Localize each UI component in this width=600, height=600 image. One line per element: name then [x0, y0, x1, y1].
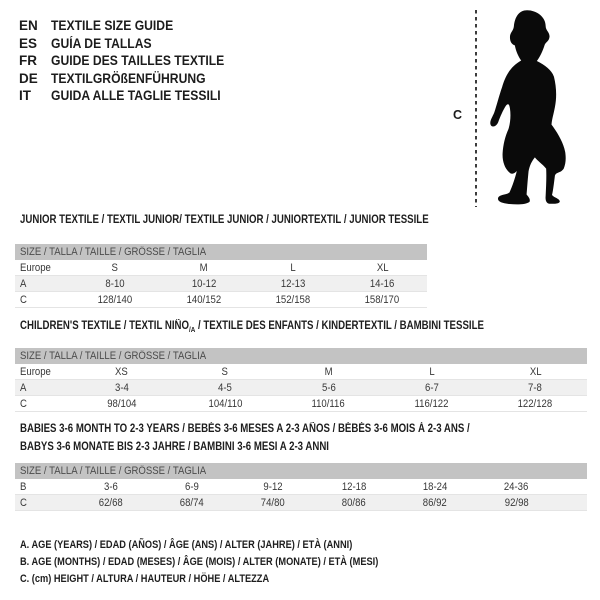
value-cell: 18-24: [423, 481, 448, 493]
lang-row-es: [19, 35, 244, 53]
lang-title: TEXTILE SIZE GUIDE: [51, 18, 174, 33]
value-cell: 80/86: [342, 497, 367, 509]
row-label: C: [20, 294, 27, 306]
value-cell: 68/74: [179, 497, 204, 509]
value-cell: 128/140: [97, 294, 132, 306]
value-cell: 4-5: [218, 382, 233, 394]
value-cell: 110/116: [311, 398, 346, 410]
value-cell: 92/98: [504, 497, 529, 509]
lang-title: GUIDA ALLE TAGLIE TESSILI: [51, 88, 221, 103]
value-cell: 3-4: [114, 382, 129, 394]
children-size-table: [15, 348, 587, 412]
value-cell: 74/80: [260, 497, 285, 509]
note-age-months: B. AGE (MONTHS) / EDAD (MESES) / ÂGE (MOIS) / ALTER (MONATE) / ETÀ (MESI): [20, 556, 379, 568]
table-row-height: [15, 396, 587, 412]
value-cell: 86/92: [423, 497, 448, 509]
lang-code: FR: [19, 53, 37, 68]
size-cell: XS: [115, 366, 129, 378]
size-header-bar: SIZE / TALLA / TAILLE / GRÖSSE / TAGLIA: [15, 244, 427, 260]
value-cell: 12-18: [341, 481, 367, 493]
junior-table-title: JUNIOR TEXTILE / TEXTIL JUNIOR/ TEXTILE JUNIOR / JUNIORTEXTIL / JUNIOR TESSILE: [20, 214, 429, 226]
value-cell: 10-12: [191, 278, 217, 290]
table-row-height: [15, 495, 587, 511]
value-cell: 7-8: [528, 382, 543, 394]
row-label: Europe: [20, 366, 51, 378]
value-cell: 5-6: [321, 382, 336, 394]
size-cell: M: [324, 366, 333, 378]
baby-silhouette-icon: [486, 8, 574, 206]
size-header-bar: SIZE / TALLA / TAILLE / GRÖSSE / TAGLIA: [15, 463, 587, 479]
row-label: B: [20, 481, 27, 493]
height-dashed-line: [475, 10, 477, 207]
nino-a-subscript: /A: [189, 324, 196, 334]
lang-row-it: [19, 87, 244, 105]
legend-notes: [20, 537, 447, 588]
table-row-europe: [15, 260, 427, 276]
lang-row-en: [19, 17, 244, 35]
value-cell: 152/158: [275, 294, 311, 306]
value-cell: 116/122: [414, 398, 449, 410]
value-cell: 98/104: [107, 398, 137, 410]
junior-size-table: [15, 244, 427, 308]
note-age-years: A. AGE (YEARS) / EDAD (AÑOS) / ÂGE (ANS) / ALTER (JAHRE) / ETÀ (ANNI): [20, 539, 353, 551]
table-row-age: [15, 380, 587, 396]
value-cell: 122/128: [517, 398, 553, 410]
row-label: C: [20, 398, 27, 410]
note-height-cm: C. (cm) HEIGHT / ALTURA / HAUTEUR / HÖHE / ALTEZZA: [20, 573, 270, 585]
row-label: Europe: [20, 262, 51, 274]
value-cell: 104/110: [208, 398, 243, 410]
lang-title: GUÍA DE TALLAS: [51, 35, 152, 51]
language-title-list: [19, 17, 244, 105]
size-cell: XL: [376, 262, 389, 274]
lang-row-fr: [19, 52, 244, 70]
table-row-age: [15, 276, 427, 292]
value-cell: 62/68: [98, 497, 123, 509]
value-cell: 9-12: [263, 481, 283, 493]
lang-code: EN: [19, 18, 38, 33]
size-cell: L: [429, 366, 435, 378]
row-label: A: [20, 382, 27, 394]
value-cell: 8-10: [105, 278, 125, 290]
lang-title: TEXTILGRÖßENFÜHRUNG: [51, 70, 206, 86]
value-cell: 3-6: [103, 481, 118, 493]
size-cell: M: [199, 262, 208, 274]
babies-table-title: BABIES 3-6 MONTH TO 2-3 YEARS / BEBÉS 3-6 MESES A 2-3 AÑOS / BÉBÉS 3-6 MOIS À 2-3 ANS / BABYS 3-6 MONATE BIS 2-3 JAHRE / BAMBINI 3-6 MESI A 2-3 ANNI: [20, 423, 470, 453]
table-row-age-months: [15, 479, 587, 495]
lang-code: IT: [19, 88, 31, 103]
value-cell: 158/170: [365, 294, 400, 306]
value-cell: 14-16: [370, 278, 395, 290]
size-cell: XL: [529, 366, 542, 378]
lang-title: GUIDE DES TAILLES TEXTILE: [51, 53, 225, 68]
value-cell: 6-9: [184, 481, 199, 493]
babies-size-table: [15, 463, 587, 511]
table-row-height: [15, 292, 427, 308]
children-table-title: CHILDREN'S TEXTILE / TEXTIL $NIÑO_{/A}$ / TEXTILE DES ENFANTS / KINDERTEXTIL / BAMBINI TESSILE: [20, 320, 484, 334]
height-measure-label: C: [453, 108, 463, 122]
size-header-bar: SIZE / TALLA / TAILLE / GRÖSSE / TAGLIA: [15, 348, 587, 364]
value-cell: 140/152: [186, 294, 222, 306]
table-row-europe: [15, 364, 587, 380]
value-cell: 12-13: [280, 278, 306, 290]
lang-row-de: [19, 70, 244, 88]
row-label: C: [20, 497, 27, 509]
row-label: A: [20, 278, 27, 290]
size-cell: L: [290, 262, 296, 274]
size-cell: S: [221, 366, 229, 378]
value-cell: 24-36: [504, 481, 529, 493]
lang-code: ES: [19, 35, 38, 51]
value-cell: 6-7: [424, 382, 439, 394]
lang-code: DE: [19, 70, 38, 86]
size-cell: S: [111, 262, 118, 274]
